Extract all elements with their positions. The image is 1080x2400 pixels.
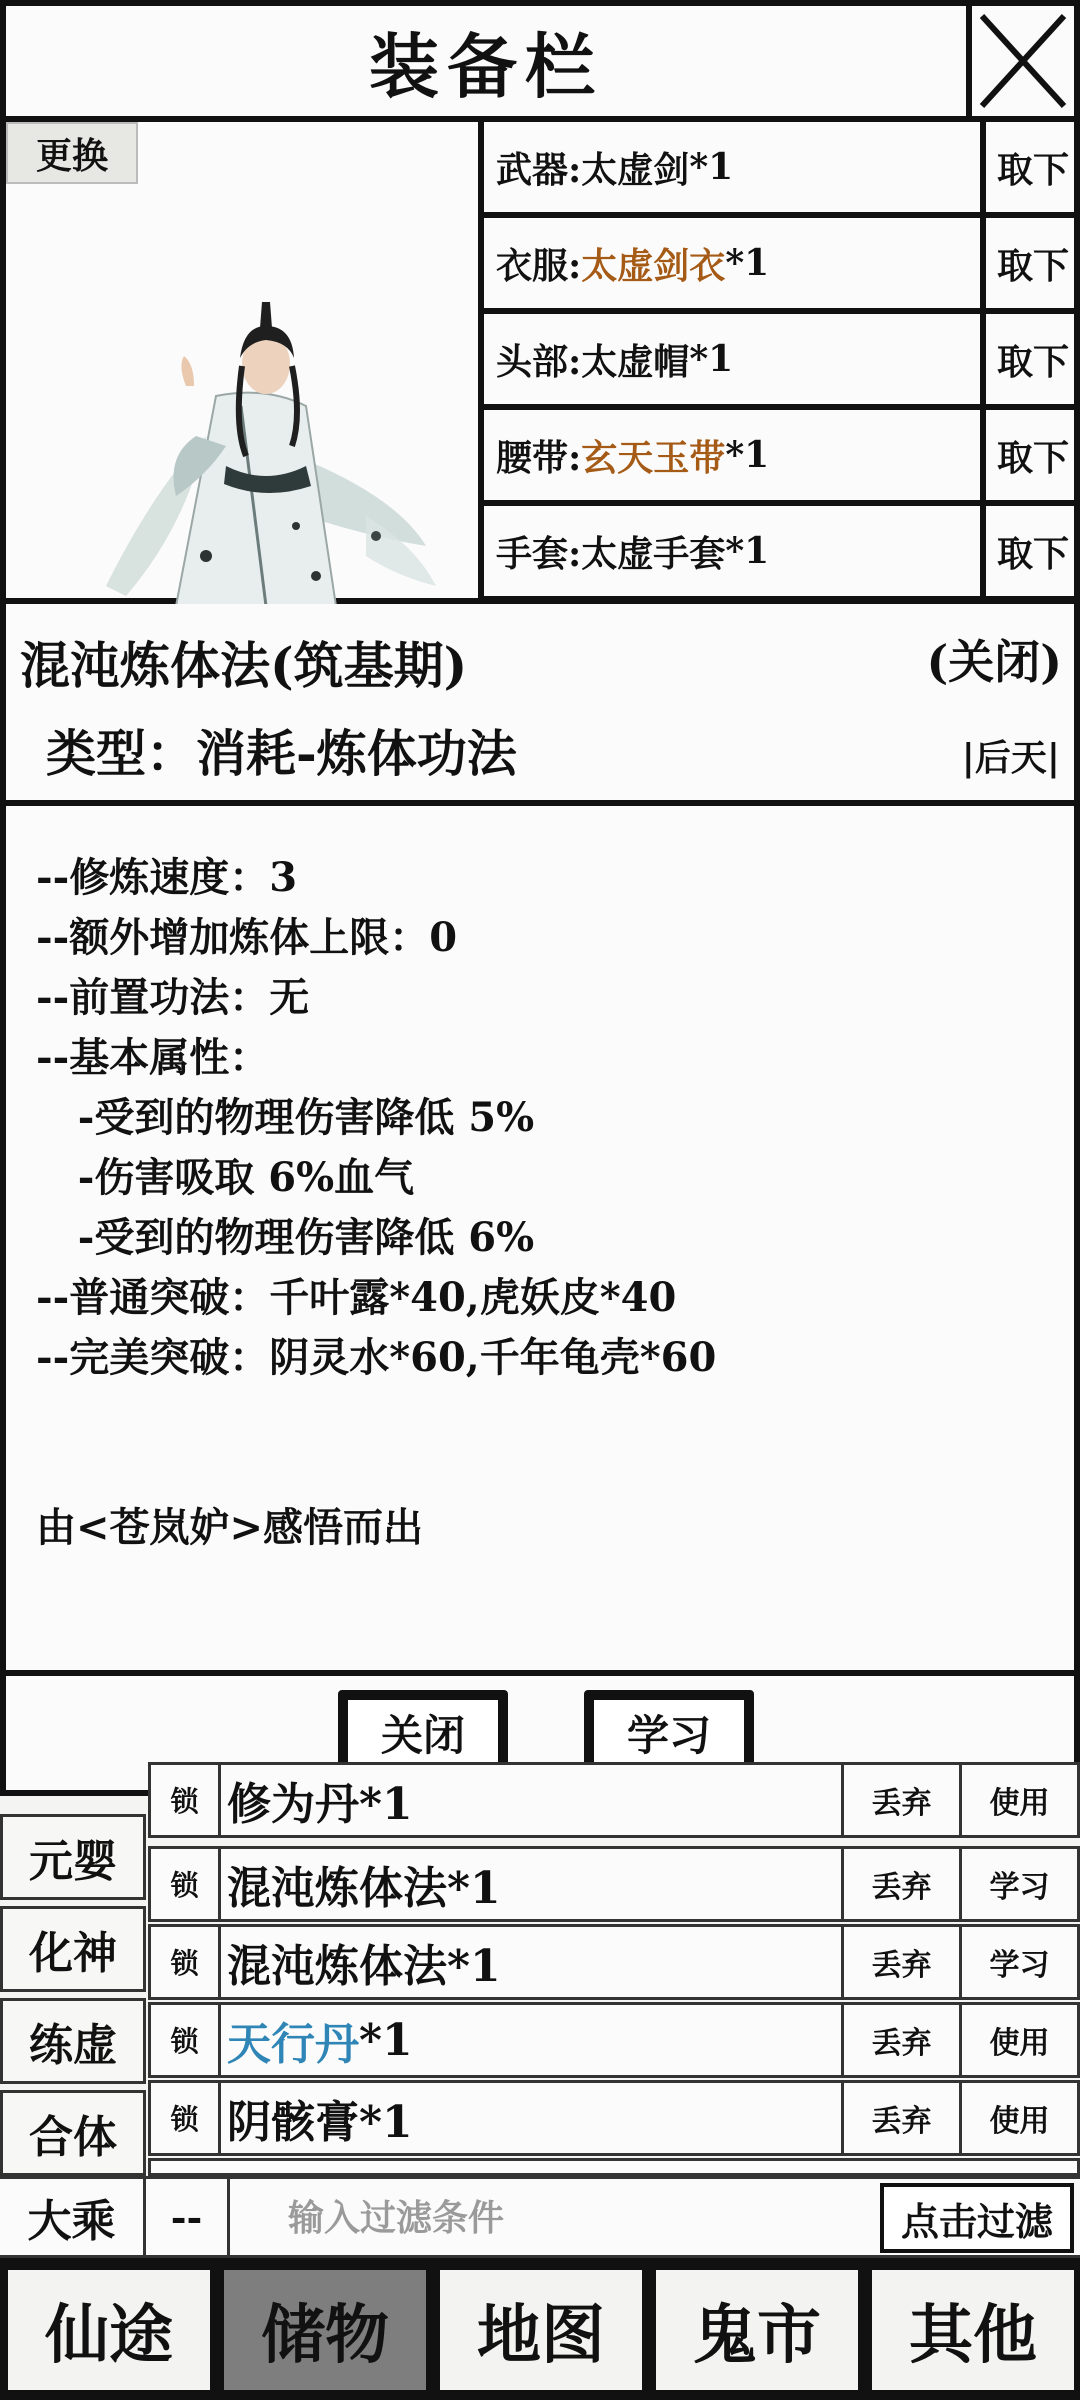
close-button[interactable] <box>966 6 1074 116</box>
realm-tab[interactable]: 元婴 <box>0 1814 146 1900</box>
inventory-list[interactable] <box>0 1779 1080 2176</box>
discard-button[interactable]: 丢弃 <box>841 2005 959 2075</box>
item-name[interactable] <box>227 2083 413 2153</box>
description-line: --修炼速度：3 <box>36 854 298 901</box>
use-button[interactable]: 学习 <box>959 1849 1077 1919</box>
inventory-row-partial <box>148 2158 1080 2176</box>
item-title: 混沌炼体法*1 <box>227 1941 501 1992</box>
slot-item-count: *1 <box>725 242 770 284</box>
character-portrait <box>66 286 446 606</box>
bottom-tab-bar <box>0 2258 1080 2400</box>
realm-tab[interactable]: 练虚 <box>0 1998 146 2084</box>
inventory-row[interactable] <box>148 1846 1080 1922</box>
slot-item-count: *1 <box>689 338 734 380</box>
equipment-slot <box>484 410 1080 506</box>
tab-4[interactable]: 其他 <box>872 2270 1074 2390</box>
inventory-row[interactable] <box>148 1924 1080 2000</box>
use-button[interactable]: 学习 <box>959 1927 1077 1997</box>
skill-description <box>0 806 1080 1676</box>
unequip-button[interactable]: 取下 <box>980 218 1080 308</box>
discard-button[interactable]: 丢弃 <box>841 2083 959 2153</box>
realm-tab[interactable]: 合体 <box>0 2090 146 2176</box>
slot-type: 衣服: <box>496 244 582 287</box>
lock-toggle[interactable]: 锁 <box>151 2005 221 2075</box>
slot-item-name[interactable]: 玄天玉带 <box>581 436 726 479</box>
slot-label <box>496 506 769 596</box>
unequip-button[interactable]: 取下 <box>980 314 1080 404</box>
item-count: *1 <box>359 2014 413 2066</box>
item-title: 阴骸膏*1 <box>227 2097 413 2148</box>
filter-category-select[interactable]: -- <box>146 2179 230 2255</box>
use-button[interactable]: 使用 <box>959 2083 1077 2153</box>
equipment-slot <box>484 218 1080 314</box>
skill-header <box>0 604 1080 806</box>
discard-button[interactable]: 丢弃 <box>841 1849 959 1919</box>
use-button[interactable]: 使用 <box>959 2005 1077 2075</box>
learn-skill-button[interactable]: 学习 <box>584 1690 754 1776</box>
item-name[interactable] <box>227 2005 413 2075</box>
slot-type: 手套: <box>496 532 582 575</box>
item-title: 修为丹*1 <box>227 1779 413 1830</box>
item-title: 混沌炼体法*1 <box>227 1863 501 1914</box>
discard-button[interactable]: 丢弃 <box>841 1927 959 1997</box>
lock-toggle[interactable]: 锁 <box>151 1927 221 1997</box>
unequip-button[interactable]: 取下 <box>980 410 1080 500</box>
tab-1[interactable]: 储物 <box>224 2270 426 2390</box>
skill-status: (关闭) <box>926 635 1062 689</box>
tab-0[interactable]: 仙途 <box>8 2270 210 2390</box>
unequip-button[interactable]: 取下 <box>980 506 1080 596</box>
slot-item-name[interactable]: 太虚剑 <box>581 148 690 191</box>
description-line: -伤害吸取 6%血气 <box>36 1154 415 1201</box>
skill-tier: |后天| <box>961 737 1060 779</box>
filter-input[interactable] <box>232 2185 872 2251</box>
filter-button[interactable]: 点击过滤 <box>880 2183 1074 2253</box>
equipment-slots <box>478 122 1074 604</box>
equipment-slot <box>484 314 1080 410</box>
item-name[interactable] <box>227 1765 413 1835</box>
slot-label <box>496 410 769 500</box>
lock-toggle[interactable]: 锁 <box>151 1765 221 1835</box>
unequip-button[interactable]: 取下 <box>980 122 1080 212</box>
close-icon <box>972 6 1074 116</box>
description-line: --基本属性： <box>36 1034 270 1081</box>
slot-item-count: *1 <box>725 530 770 572</box>
slot-item-count: *1 <box>725 434 770 476</box>
slot-type: 头部: <box>496 340 582 383</box>
use-button[interactable]: 使用 <box>959 1765 1077 1835</box>
description-line: --普通突破：千叶露*40,虎妖皮*40 <box>36 1274 677 1321</box>
discard-button[interactable]: 丢弃 <box>841 1765 959 1835</box>
inventory-row[interactable] <box>148 2002 1080 2078</box>
slot-label <box>496 122 733 212</box>
filter-bar <box>0 2176 1080 2258</box>
description-line: --完美突破：阴灵水*60,千年龟壳*60 <box>36 1334 717 1381</box>
skill-origin: 由<苍岚妒>感悟而出 <box>36 1504 424 1551</box>
slot-type: 武器: <box>496 148 582 191</box>
description-line: -受到的物理伤害降低 6% <box>36 1214 535 1261</box>
tab-3[interactable]: 鬼市 <box>656 2270 858 2390</box>
slot-item-name[interactable]: 太虚帽 <box>581 340 690 383</box>
close-skill-button[interactable]: 关闭 <box>338 1690 508 1776</box>
change-portrait-button[interactable]: 更换 <box>6 122 138 184</box>
inventory-row[interactable] <box>148 1762 1080 1838</box>
slot-label <box>496 314 733 404</box>
equipment-slot <box>484 122 1080 218</box>
equipment-window <box>0 0 1080 604</box>
lock-toggle[interactable]: 锁 <box>151 2083 221 2153</box>
realm-tab[interactable]: 化神 <box>0 1906 146 1992</box>
skill-type: 类型：消耗-炼体功法 <box>46 724 517 783</box>
slot-item-count: *1 <box>689 146 734 188</box>
inventory-row[interactable] <box>148 2080 1080 2156</box>
realm-tab-dacheng[interactable]: 大乘 <box>0 2179 146 2255</box>
equipment-title: 装备栏 <box>369 24 603 108</box>
lock-toggle[interactable]: 锁 <box>151 1849 221 1919</box>
slot-label <box>496 218 769 308</box>
skill-name: 混沌炼体法(筑基期) <box>20 636 468 695</box>
slot-item-name[interactable]: 太虚剑衣 <box>581 244 726 287</box>
item-name[interactable] <box>227 1849 501 1919</box>
item-title: 天行丹 <box>227 2019 359 2070</box>
slot-type: 腰带: <box>496 436 582 479</box>
description-line: -受到的物理伤害降低 5% <box>36 1094 535 1141</box>
description-line: --额外增加炼体上限：0 <box>36 914 458 961</box>
item-name[interactable] <box>227 1927 501 1997</box>
equipment-slot <box>484 506 1080 602</box>
slot-item-name[interactable]: 太虚手套 <box>581 532 726 575</box>
tab-2[interactable]: 地图 <box>440 2270 642 2390</box>
description-line: --前置功法：无 <box>36 974 310 1021</box>
